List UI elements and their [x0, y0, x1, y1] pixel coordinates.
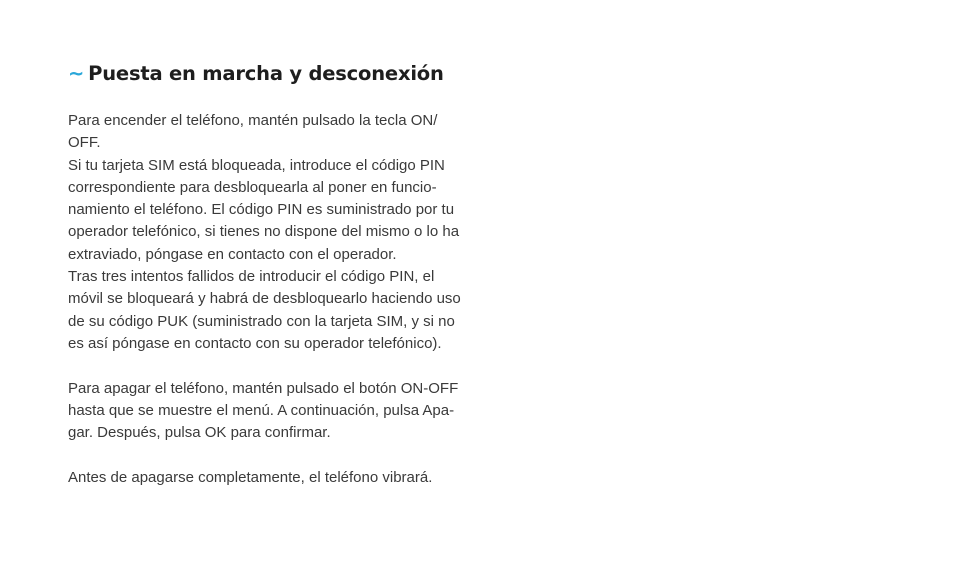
- text-line: Si tu tarjeta SIM está bloqueada, introduce el código PIN: [68, 156, 445, 174]
- heading-title: Puesta en marcha y desconexión: [88, 62, 444, 85]
- heading-marker: ~: [68, 62, 85, 85]
- text-line: OFF.: [68, 134, 101, 152]
- text-line: Para encender el teléfono, mantén pulsado la tecla ON/: [68, 112, 438, 129]
- text-line: de su código PUK (suministrado con la tarjeta SIM, y si no: [68, 312, 455, 330]
- section-heading: [68, 60, 444, 88]
- text-line: gar. Después, pulsa OK para confirmar.: [68, 424, 331, 442]
- paragraph-vibrate-note: [68, 467, 498, 489]
- section-body: [68, 110, 498, 489]
- text-line: namiento el teléfono. El código PIN es suministrado por tu: [68, 201, 455, 219]
- text-line: Antes de apagarse completamente, el teléfono vibrará.: [68, 468, 433, 486]
- paragraph-power-on: [68, 110, 498, 355]
- text-line: hasta que se muestre el menú. A continuación, pulsa Apa-: [68, 401, 455, 419]
- text-line: extraviado, póngase en contacto con el operador.: [68, 245, 397, 263]
- text-line: operador telefónico, si tienes no dispone del mismo o lo ha: [68, 223, 460, 241]
- text-line: es así póngase en contacto con su operador telefónico).: [68, 334, 442, 352]
- text-line: Para apagar el teléfono, mantén pulsado el botón ON-OFF: [68, 379, 459, 397]
- text-line: Tras tres intentos fallidos de introducir el código PIN, el: [68, 268, 435, 286]
- text-line: móvil se bloqueará y habrá de desbloquearlo haciendo uso: [68, 290, 461, 308]
- paragraph-power-off: [68, 378, 498, 445]
- text-line: correspondiente para desbloquearla al poner en funcio-: [68, 178, 437, 196]
